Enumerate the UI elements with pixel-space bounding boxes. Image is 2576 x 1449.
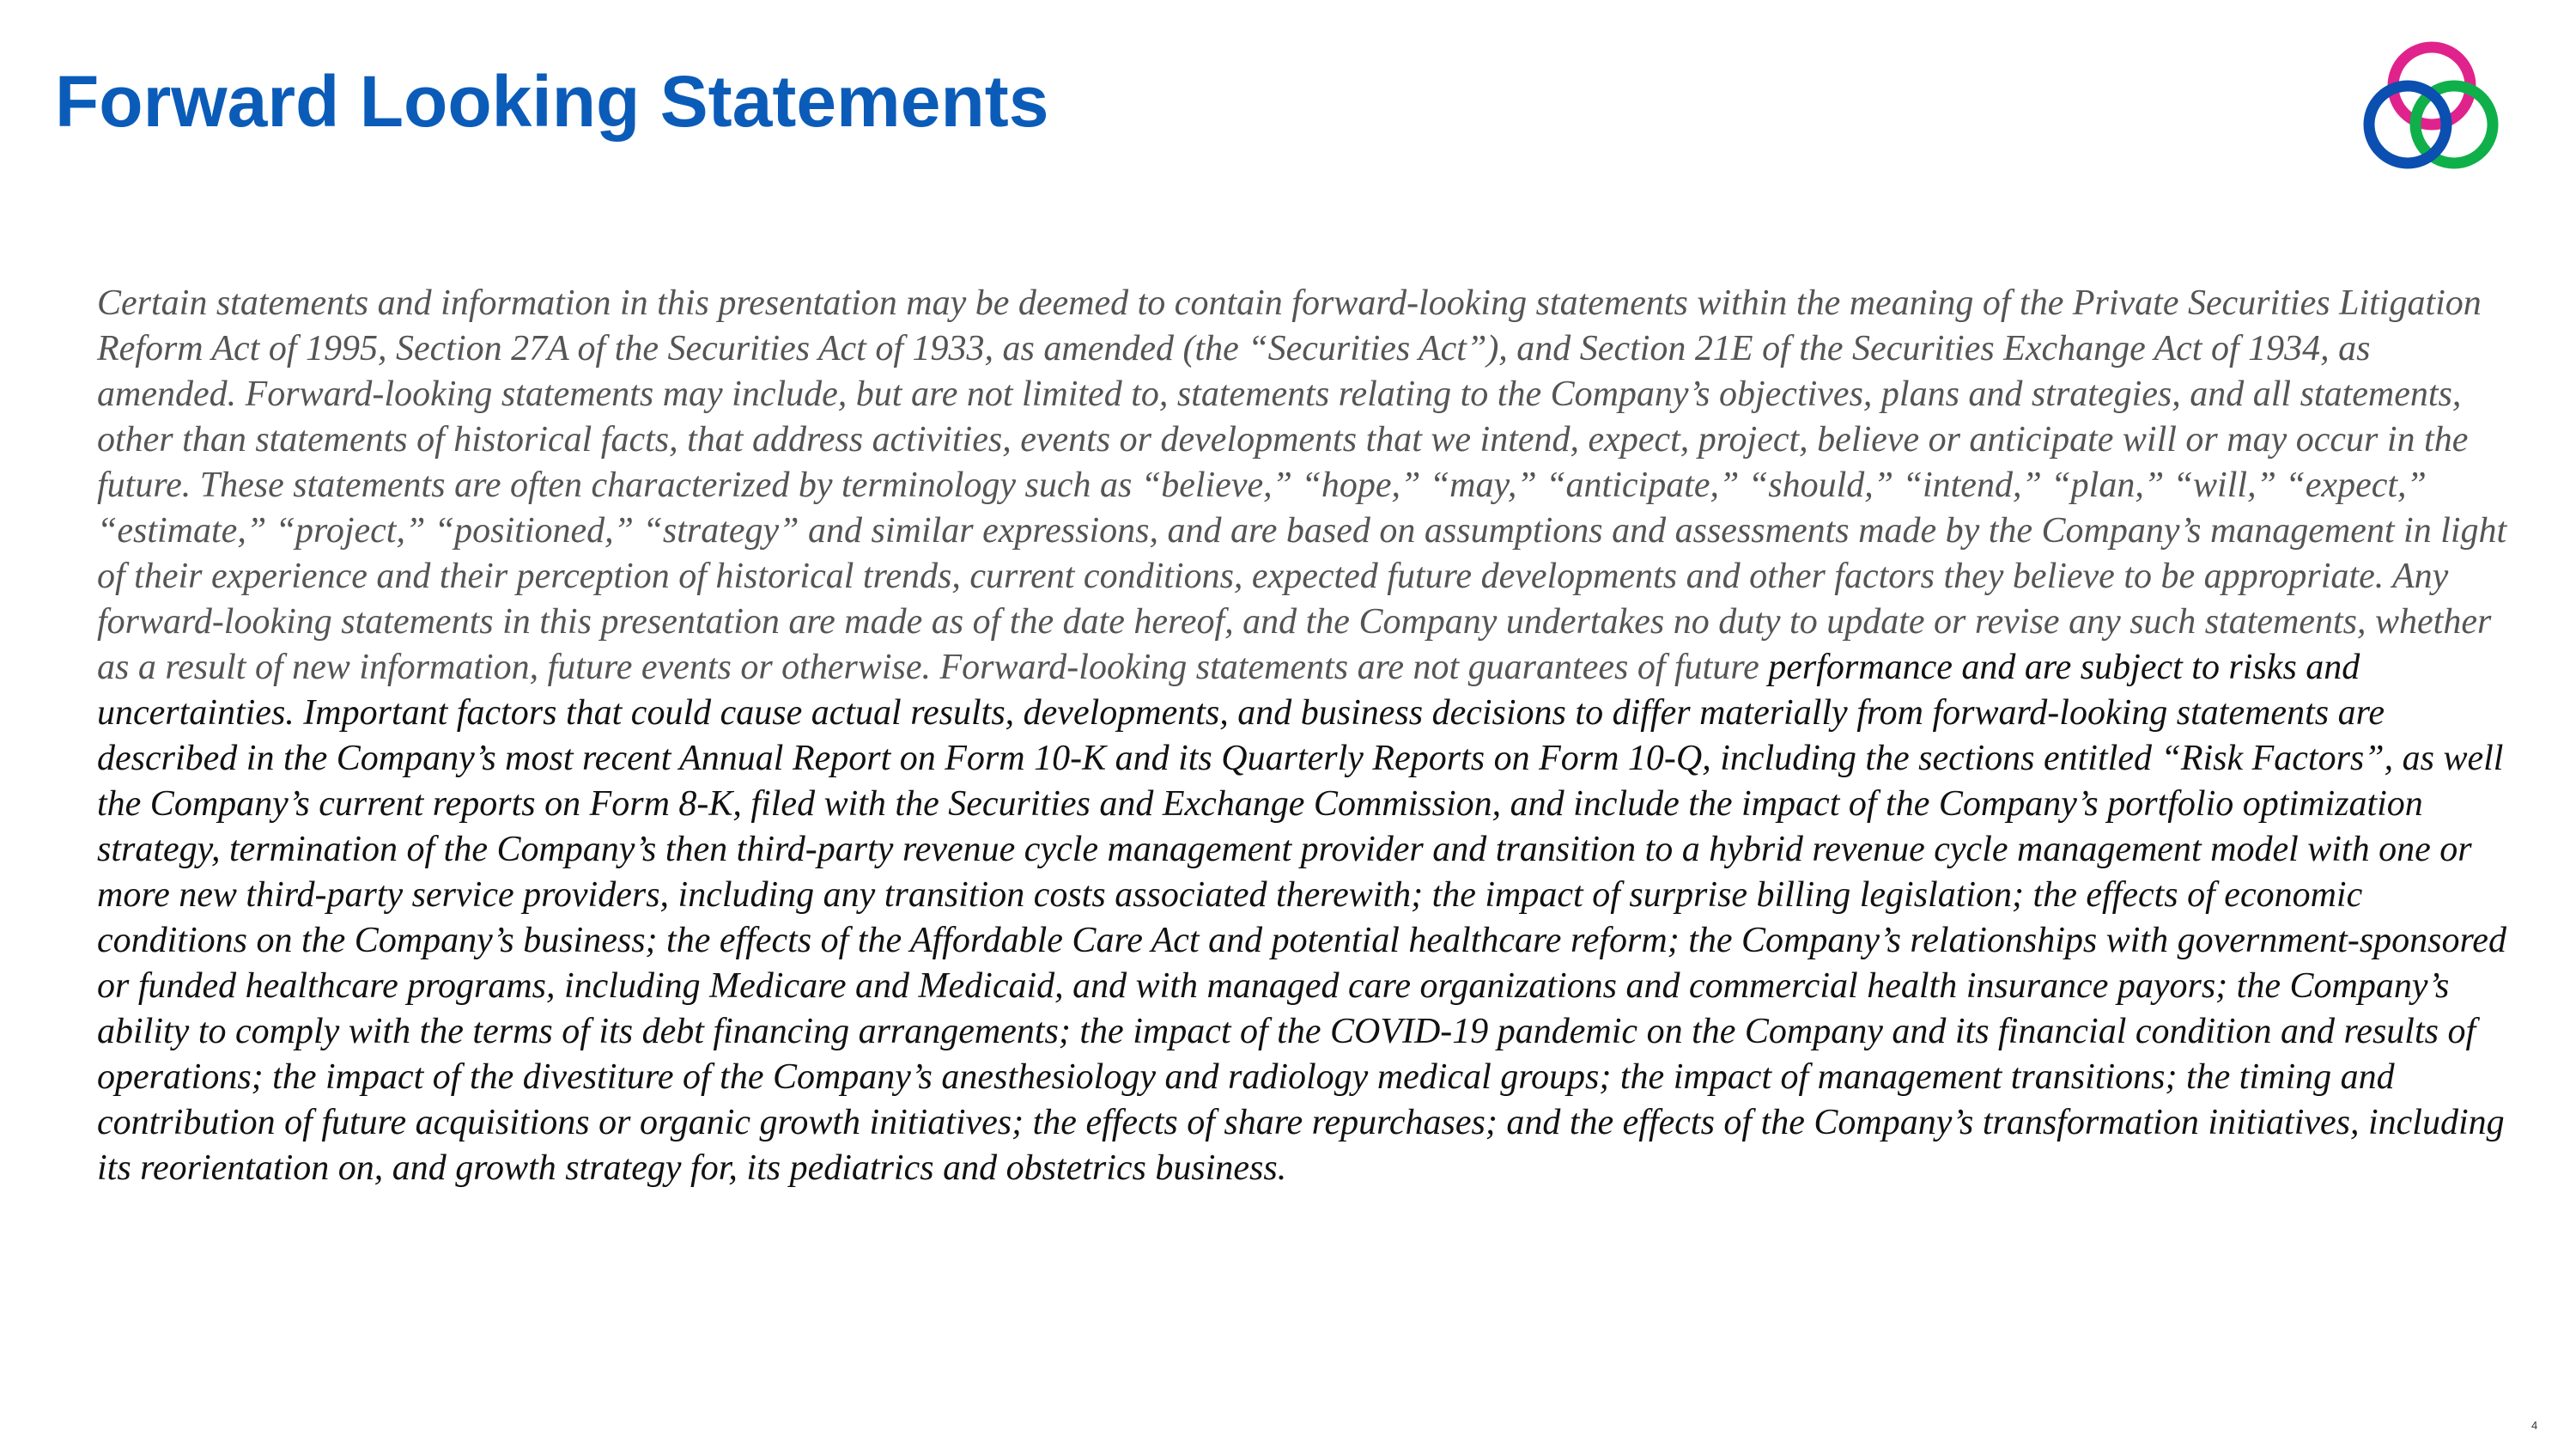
page-number: 4 [2531,1419,2538,1432]
disclaimer-text-part-2: performance and are subject to risks and uncertainties. Important factors that could cause actual results, developments, and business decisions to differ materially from forward-looking statements are described in the Company’s most recent Annual Report on Form 10-K and its Quarterly Reports on Form 10-Q, including the sections entitled “Risk Factors”, as well the Company’s current reports on Form 8-K, filed with the Securities and Exchange Commission, and include the impact of the Company’s portfolio optimization strategy, termination of the Company’s then third-party revenue cycle management provider and transition to a hybrid revenue cycle management model with one or more new third-party service providers, including any transition costs associated therewith; the impact of surprise billing legislation; the effects of economic conditions on the Company’s business; the effects of the Affordable Care Act and potential healthcare reform; the Company’s relationships with government-sponsored or funded healthcare programs, including Medicare and Medicaid, and with managed care organizations and commercial health insurance payors; the Company’s ability to comply with the terms of its debt financing arrangements; the impact of the COVID-19 pandemic on the Company and its financial condition and results of operations; the impact of the divestiture of the Company’s anesthesiology and radiology medical groups; the impact of management transitions; the timing and contribution of future acquisitions or organic growth initiatives; the effects of share repurchases; and the effects of the Company’s transformation initiatives, including its reorientation on, and growth strategy for, its pediatrics and obstetrics business. [97,648,2506,1188]
disclaimer-text-part-1: Certain statements and information in this presentation may be deemed to contain forward-looking statements within the meaning of the Private Securities Litigation Reform Act of 1995, Section 27A of the Securities Act of 1933, as amended (the “Securities Act”), and Section 21E of the Securities Exchange Act of 1934, as amended. Forward-looking statements may include, but are not limited to, statements relating to the Company’s objectives, plans and strategies, and all statements, other than statements of historical facts, that address activities, events or developments that we intend, expect, project, believe or anticipate will or may occur in the future. These statements are often characterized by terminology such as “believe,” “hope,” “may,” “anticipate,” “should,” “intend,” “plan,” “will,” “expect,” “estimate,” “project,” “positioned,” “strategy” and similar expressions, and are based on assumptions and assessments made by the Company’s management in light of their experience and their perception of historical trends, current conditions, expected future developments and other factors they believe to be appropriate. Any forward-looking statements in this presentation are made as of the date hereof, and the Company undertakes no duty to update or revise any such statements, whether as a result of new information, future events or otherwise. Forward-looking statements are not guarantees of future [97,283,2507,687]
forward-looking-disclaimer [97,281,2518,1191]
page-title: Forward Looking Statements [55,61,1049,142]
company-logo [2349,36,2514,182]
